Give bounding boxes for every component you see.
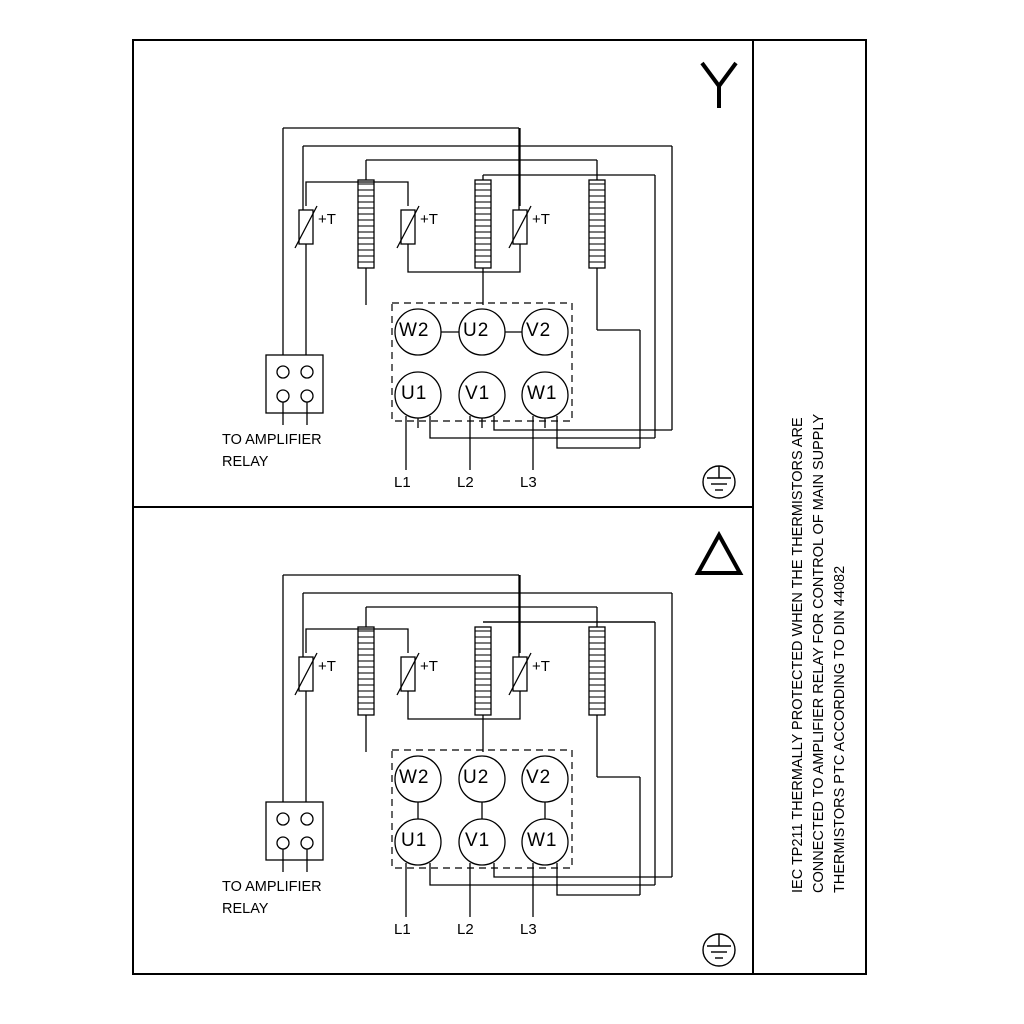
terminal-label-u2: U2: [463, 767, 490, 788]
supply-label-l3: L3: [520, 921, 537, 938]
supply-label-l3: L3: [520, 474, 537, 491]
terminal-label-u2: U2: [463, 320, 490, 341]
thermistor-label: +T: [532, 211, 550, 228]
thermistor-label: +T: [318, 658, 336, 675]
supply-label-l2: L2: [457, 474, 474, 491]
terminal-label-v2: V2: [526, 767, 552, 788]
supply-label-l2: L2: [457, 921, 474, 938]
delta-panel-schematic: [266, 575, 672, 917]
terminal-label-w1: W1: [527, 830, 558, 851]
note-line-1: IEC TP211 THERMALLY PROTECTED WHEN THE THERMISTORS ARE: [790, 417, 806, 893]
note-line-3: THERMISTORS PTC ACCORDING TO DIN 44082: [832, 565, 848, 893]
thermistor-label: +T: [420, 658, 438, 675]
star-wye-symbol: [702, 63, 736, 108]
delta-triangle-symbol: [698, 535, 740, 573]
earth-ground-symbol: [703, 466, 735, 498]
terminal-label-w2: W2: [399, 320, 430, 341]
terminal-label-u1: U1: [401, 383, 428, 404]
thermistor-label: +T: [318, 211, 336, 228]
amplifier-relay-label-line1: TO AMPLIFIER: [222, 879, 322, 895]
earth-ground-symbol: [703, 934, 735, 966]
amplifier-relay-label-line1: TO AMPLIFIER: [222, 432, 322, 448]
star-panel-schematic: [266, 128, 672, 470]
amplifier-relay-label-line2: RELAY: [222, 454, 269, 470]
terminal-label-v1: V1: [465, 383, 491, 404]
terminal-label-v1: V1: [465, 830, 491, 851]
terminal-label-u1: U1: [401, 830, 428, 851]
amplifier-relay-label-line2: RELAY: [222, 901, 269, 917]
terminal-label-w1: W1: [527, 383, 558, 404]
terminal-label-v2: V2: [526, 320, 552, 341]
note-line-2: CONNECTED TO AMPLIFIER RELAY FOR CONTROL OF MAIN SUPPLY: [811, 413, 827, 893]
supply-label-l1: L1: [394, 921, 411, 938]
thermistor-label: +T: [532, 658, 550, 675]
terminal-label-w2: W2: [399, 767, 430, 788]
supply-label-l1: L1: [394, 474, 411, 491]
thermistor-label: +T: [420, 211, 438, 228]
